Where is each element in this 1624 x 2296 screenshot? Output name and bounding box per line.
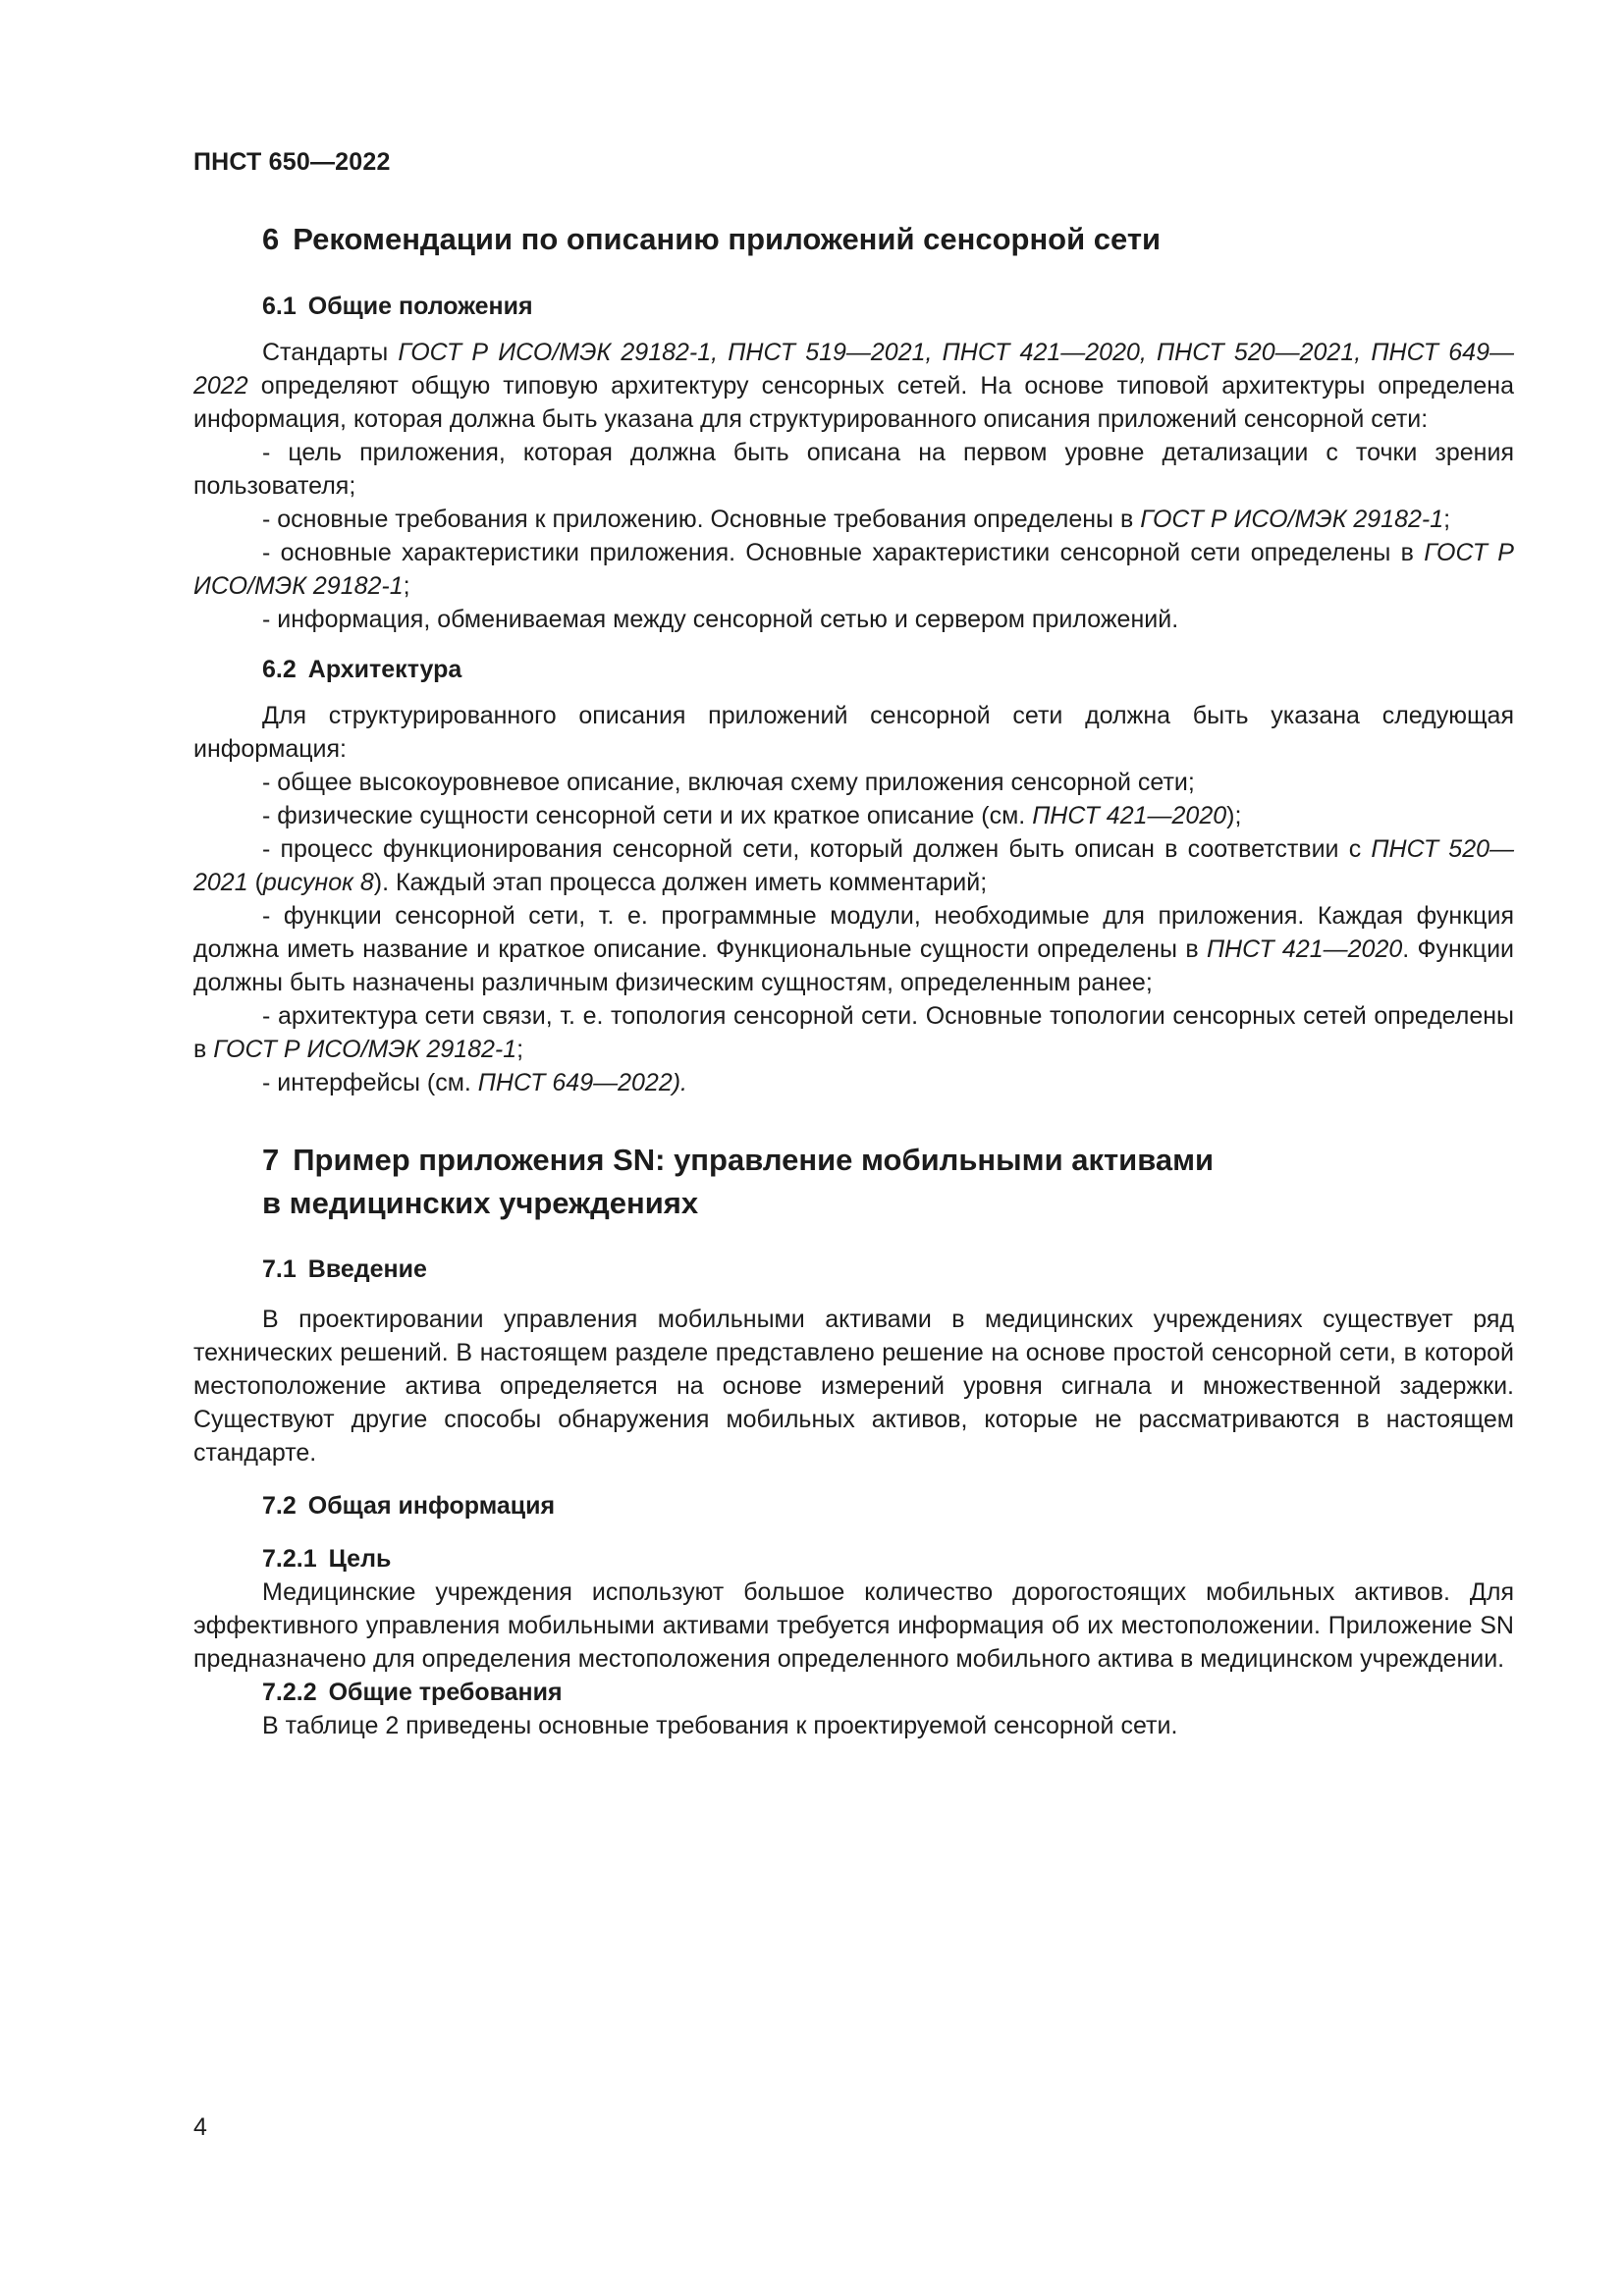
reference: ГОСТ Р ИСО/МЭК 29182-1 bbox=[1140, 506, 1444, 533]
list-item: - цель приложения, которая должна быть описана на первом уровне детализации с точки зрения пользователя; bbox=[193, 439, 1514, 500]
reference: ГОСТ Р ИСО/МЭК 29182-1 bbox=[193, 539, 1514, 600]
section-6-heading bbox=[193, 218, 1514, 261]
section-title: Общая информация bbox=[307, 1492, 556, 1520]
paragraph: Медицинские учреждения используют большое количество дорогостоящих мобильных активов. Для эффективного управления мобильными активами требуется информация об их местоположении. Приложение SN предназначено для определения местоположения определенного мобильного актива в медицинском учреждении. bbox=[193, 1578, 1514, 1673]
section-6-2-heading bbox=[193, 653, 1514, 686]
section-number: 6.2 bbox=[262, 656, 297, 683]
section-7-1-heading bbox=[193, 1253, 1514, 1286]
section-title: Введение bbox=[307, 1255, 427, 1283]
section-6-1-heading bbox=[193, 290, 1514, 323]
reference: ГОСТ Р ИСО/МЭК 29182-1 bbox=[213, 1036, 517, 1063]
section-7-2-2-heading bbox=[193, 1676, 1514, 1709]
section-title: Рекомендации по описанию приложений сенсорной сети bbox=[293, 222, 1162, 256]
section-title: Общие положения bbox=[307, 293, 533, 320]
section-title-line-1: Пример приложения SN: управление мобильными активами bbox=[293, 1143, 1215, 1177]
reference: ПНСТ 649—2022). bbox=[477, 1069, 687, 1096]
section-7-heading-line-2 bbox=[193, 1182, 1514, 1225]
list-item: - основные характеристики приложения. Основные характеристики сенсорной сети определены в ГОСТ Р ИСО/МЭК 29182-1; bbox=[193, 539, 1514, 600]
paragraph: Стандарты ГОСТ Р ИСО/МЭК 29182-1, ПНСТ 519—2021, ПНСТ 421—2020, ПНСТ 520—2021, ПНСТ 649—2022 определяют общую типовую архитектуру сенсорных сетей. На основе типовой архитектуры определена информация, которая должна быть указана для структурированного описания приложений сенсорной сети: bbox=[193, 339, 1514, 433]
section-number: 6.1 bbox=[262, 293, 297, 320]
section-number: 7.2.2 bbox=[262, 1679, 317, 1706]
section-number: 7 bbox=[262, 1143, 280, 1177]
section-number: 7.2 bbox=[262, 1492, 297, 1520]
reference: ГОСТ Р ИСО/МЭК 29182-1, ПНСТ 519—2021, ПНСТ 421—2020, ПНСТ 520—2021, ПНСТ 649—2022 bbox=[193, 339, 1514, 400]
list-item: - функции сенсорной сети, т. е. программные модули, необходимые для приложения. Каждая функция должна иметь название и краткое описание. Функциональные сущности определены в ПНСТ 421—2020. Функции должны быть назначены различным физическим сущностям, определенным ранее; bbox=[193, 902, 1515, 996]
list-item: - интерфейсы (см. ПНСТ 649—2022). bbox=[262, 1069, 687, 1096]
list-item: - процесс функционирования сенсорной сети, который должен быть описан в соответствии с ПНСТ 520—2021 (рисунок 8). Каждый этап процесса должен иметь комментарий; bbox=[193, 835, 1514, 896]
paragraph: В проектировании управления мобильными активами в медицинских учреждениях существует ряд технических решений. В настоящем разделе представлено решение на основе простой сенсорной сети, в которой местоположение актива определяется на основе измерений уровня сигнала и множественной задержки. Существуют другие способы обнаружения мобильных активов, которые не рассматриваются в настоящем стандарте. bbox=[193, 1306, 1514, 1467]
document-id: ПНСТ 650—2022 bbox=[193, 148, 391, 176]
document-body bbox=[193, 218, 1514, 1742]
section-number: 6 bbox=[262, 222, 280, 256]
figure-reference: рисунок 8 bbox=[262, 869, 374, 896]
paragraph: Для структурированного описания приложений сенсорной сети должна быть указана следующая информация: bbox=[193, 702, 1514, 763]
reference: ПНСТ 421—2020 bbox=[1206, 935, 1403, 963]
section-title: Архитектура bbox=[307, 656, 462, 683]
section-7-2-heading bbox=[193, 1489, 1514, 1522]
page-number: 4 bbox=[193, 2113, 207, 2141]
reference: ПНСТ 421—2020 bbox=[1032, 802, 1227, 829]
list-item: - архитектура сети связи, т. е. топология сенсорной сети. Основные топологии сенсорных сетей определены в ГОСТ Р ИСО/МЭК 29182-1; bbox=[193, 1002, 1514, 1063]
list-item: - информация, обмениваемая между сенсорной сетью и сервером приложений. bbox=[262, 606, 1179, 633]
section-title-line-2: в медицинских учреждениях bbox=[262, 1186, 699, 1220]
section-number: 7.2.1 bbox=[262, 1545, 317, 1573]
section-7-2-1-heading bbox=[193, 1542, 1514, 1575]
list-item: - основные требования к приложению. Основные требования определены в ГОСТ Р ИСО/МЭК 29182-1; bbox=[262, 506, 1451, 533]
section-title: Общие требования bbox=[328, 1679, 563, 1706]
section-title: Цель bbox=[328, 1545, 392, 1573]
section-7-heading bbox=[193, 1139, 1514, 1182]
list-item: - общее высокоуровневое описание, включая схему приложения сенсорной сети; bbox=[262, 769, 1195, 796]
paragraph: В таблице 2 приведены основные требования к проектируемой сенсорной сети. bbox=[262, 1712, 1178, 1739]
list-item: - физические сущности сенсорной сети и их краткое описание (см. ПНСТ 421—2020); bbox=[262, 802, 1242, 829]
section-number: 7.1 bbox=[262, 1255, 297, 1283]
reference: ПНСТ 520—2021 bbox=[193, 835, 1514, 896]
